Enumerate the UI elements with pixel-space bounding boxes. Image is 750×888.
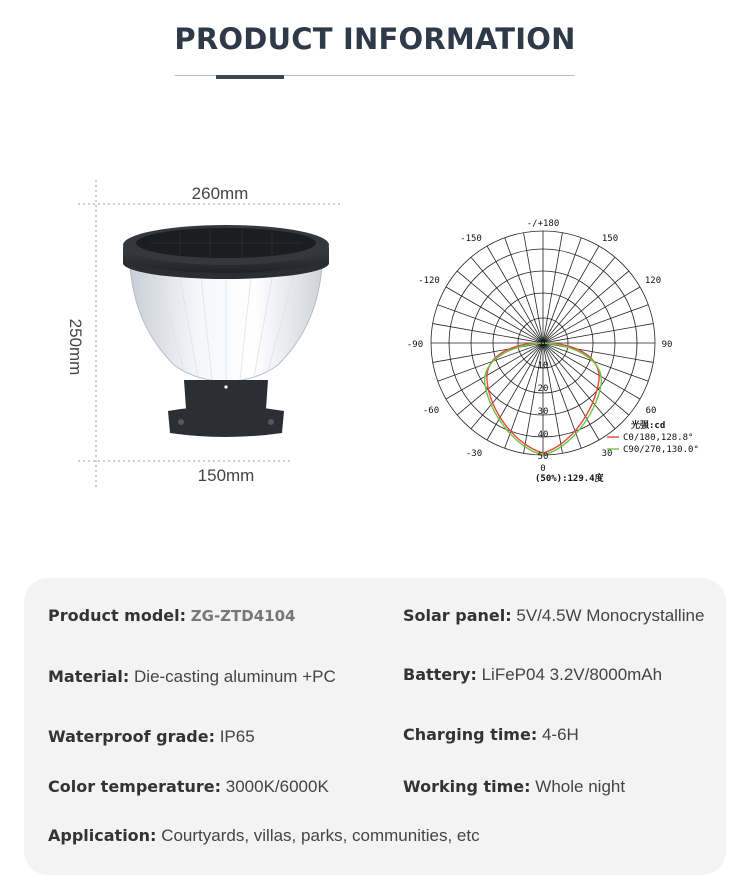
width-dimension-label: 260mm	[191, 184, 249, 203]
angle-label: 150	[601, 234, 619, 244]
spec-waterproof-grade	[48, 727, 255, 747]
spec-working-time	[403, 777, 625, 797]
spec-application	[48, 826, 480, 846]
spec-charging-time	[403, 725, 579, 745]
radial-label: 0	[540, 339, 546, 349]
spec-key: Color temperature:	[48, 777, 222, 796]
lamp-illustration	[123, 225, 329, 437]
spec-battery	[403, 665, 662, 685]
spec-key: Working time:	[403, 777, 531, 796]
title-underline-accent	[216, 75, 284, 79]
radial-label: 0	[540, 464, 546, 474]
radial-label: 30	[537, 407, 549, 417]
angle-label: 120	[644, 276, 662, 286]
base-dimension-label: 150mm	[197, 466, 255, 485]
spec-value: Die-casting aluminum +PC	[134, 667, 336, 686]
spec-value: Whole night	[535, 777, 626, 796]
unit-label: 光强:cd	[631, 421, 666, 431]
spec-key: Charging time:	[403, 725, 538, 744]
spec-material	[48, 667, 336, 687]
radial-label: 40	[537, 430, 549, 440]
legend-c90: C90/270,130.0°	[623, 445, 699, 455]
spec-value: 4-6H	[541, 725, 579, 744]
angle-label: -30	[465, 449, 483, 459]
radial-label: 20	[537, 384, 549, 394]
spec-value: 5V/4.5W Monocrystalline	[516, 606, 705, 625]
spec-product-model	[48, 606, 295, 626]
legend-c0: C0/180,128.8°	[623, 433, 694, 443]
spec-panel	[24, 578, 726, 875]
angle-label: -120	[418, 276, 440, 286]
spec-key: Waterproof grade:	[48, 727, 215, 746]
spec-value: 3000K/6000K	[225, 777, 329, 796]
spec-value: Courtyards, villas, parks, communities, etc	[161, 826, 480, 845]
spec-color-temperature	[48, 777, 329, 797]
spec-solar-panel	[403, 606, 704, 626]
angle-label: 90	[661, 340, 673, 350]
spec-key: Application:	[48, 826, 157, 845]
angle-label-top: -/+180	[526, 219, 560, 229]
spec-key: Battery:	[403, 665, 477, 684]
spec-key: Solar panel:	[403, 606, 512, 625]
spec-key: Product model:	[48, 606, 187, 625]
polar-light-distribution	[395, 205, 725, 495]
spec-value: LiFeP04 3.2V/8000mAh	[481, 665, 663, 684]
page-title: PRODUCT INFORMATION	[174, 22, 576, 56]
spec-value: IP65	[219, 727, 255, 746]
spec-key: Material:	[48, 667, 130, 686]
angle-label: 60	[645, 406, 657, 416]
radial-label: 50	[537, 452, 549, 462]
angle-label: -150	[460, 234, 482, 244]
radial-label: 10	[537, 361, 549, 371]
product-dimension-figure	[60, 175, 380, 495]
angle-label: 30	[601, 449, 613, 459]
spec-value: ZG-ZTD4104	[190, 607, 296, 625]
angle-label: -60	[422, 406, 440, 416]
height-dimension-label: 250mm	[66, 318, 85, 376]
angle-label: -90	[406, 340, 424, 350]
half-intensity-label: (50%):129.4度	[535, 474, 604, 484]
